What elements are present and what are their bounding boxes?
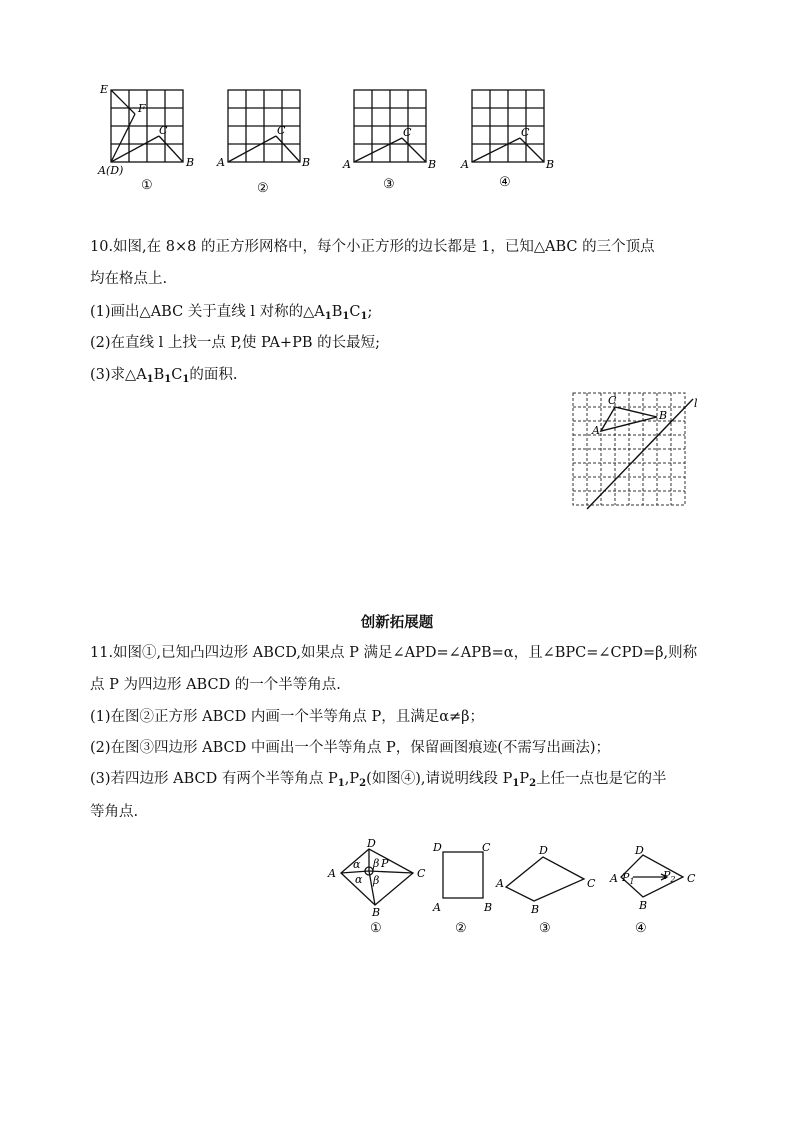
label-A: A [343, 158, 351, 171]
figure-caption: ③ [539, 921, 551, 936]
label-E: E [100, 83, 109, 96]
label-A-D: A(D) [98, 164, 124, 177]
q11-figure-3 [495, 844, 596, 936]
q11-figures [325, 835, 710, 940]
q11-figure-1 [327, 837, 426, 936]
label-D: D [635, 844, 644, 857]
grid-figure-4 [460, 90, 554, 190]
q10-stem-line2: 均在格点上. [90, 271, 168, 287]
label-alpha: α [355, 873, 363, 886]
label-C: C [687, 872, 696, 885]
figure-caption: ④ [499, 175, 511, 190]
grid-figure-2 [216, 90, 310, 196]
figure-caption: ④ [635, 921, 647, 936]
label-D: D [433, 841, 442, 854]
label-P: P [381, 857, 389, 870]
label-D: D [367, 837, 376, 850]
label-P2: $P_2$ [663, 869, 676, 884]
q11-part1: (1)在图②正方形 ABCD 内画一个半等角点 P，且满足α≠β； [90, 709, 485, 725]
label-A: A [496, 877, 504, 890]
q11-figure-2 [432, 841, 492, 936]
figure-caption: ② [455, 921, 467, 936]
label-C: C [417, 867, 426, 880]
label-B: B [546, 158, 555, 171]
label-beta: β [373, 874, 380, 887]
label-C: C [159, 124, 168, 137]
label-A: A [610, 872, 618, 885]
label-F: F [138, 102, 146, 115]
q10-part2: (2)在直线 l 上找一点 P,使 PA+PB 的长最短; [90, 335, 380, 351]
label-P1: $P_1$ [622, 871, 635, 886]
q10-part3: (3)求$\triangle A_1B_1C_1$的面积. [90, 367, 238, 385]
q11-stem-line1: 11.如图①,已知凸四边形 ABCD,如果点 P 满足∠APD=∠APB=α，且∠BPC=∠CPD=β,则称 [90, 645, 698, 661]
label-B: B [186, 156, 195, 169]
q11-figure-4 [609, 844, 696, 936]
figure-caption: ① [141, 178, 153, 193]
label-C: C [608, 394, 617, 407]
grid-figure-1 [97, 83, 194, 193]
label-alpha: α [353, 858, 361, 871]
label-A: A [433, 901, 441, 914]
q10-grid-figure [565, 385, 710, 515]
label-B: B [531, 903, 540, 916]
label-B: B [484, 901, 493, 914]
grid-figure-3 [342, 90, 436, 192]
label-C: C [521, 126, 530, 139]
label-B: B [428, 158, 437, 171]
label-D: D [539, 844, 548, 857]
figure-caption: ③ [383, 177, 395, 192]
label-C: C [587, 877, 596, 890]
label-A: A [328, 867, 336, 880]
label-C: C [277, 124, 286, 137]
q11-part3: (3)若四边形 ABCD 有两个半等角点 $P_1,P_2$(如图④),请说明线段 $P_1P_2$上任一点也是它的半 [90, 771, 667, 789]
q11-stem-end: 等角点. [90, 804, 139, 820]
label-l: l [694, 397, 698, 410]
grid-figures-top [95, 80, 565, 200]
q11-stem-line2: 点 P 为四边形 ABCD 的一个半等角点. [90, 677, 341, 693]
label-C: C [482, 841, 491, 854]
q10-stem-line1: 10.如图,在 8×8 的正方形网格中，每个小正方形的边长都是 1，已知△ABC 的三个顶点 [90, 239, 655, 255]
label-B: B [639, 899, 648, 912]
label-C: C [403, 126, 412, 139]
label-B: B [372, 906, 381, 919]
label-A: A [461, 158, 469, 171]
label-B: B [659, 409, 668, 422]
label-A: A [592, 424, 600, 437]
label-B: B [302, 156, 311, 169]
figure-caption: ① [370, 921, 382, 936]
q11-part2: (2)在图③四边形 ABCD 中画出一个半等角点 P，保留画图痕迹(不需写出画法)； [90, 740, 611, 756]
figure-caption: ② [257, 181, 269, 196]
q10-part1: (1)画出△ABC 关于直线 l 对称的$\triangle A_1B_1C_1$; [90, 304, 373, 322]
label-A: A [217, 156, 225, 169]
label-beta: β [373, 857, 380, 870]
section-heading: 创新拓展题 [360, 615, 434, 631]
